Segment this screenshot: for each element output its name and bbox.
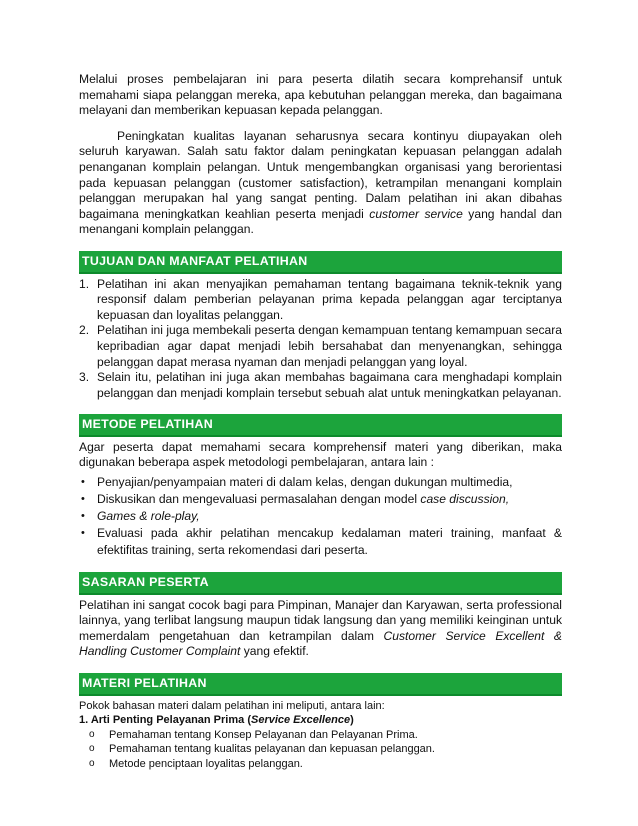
bullet-icon: • bbox=[81, 527, 85, 540]
list-item bbox=[79, 757, 562, 772]
list-item bbox=[79, 728, 562, 743]
list-item bbox=[79, 370, 562, 401]
list-item bbox=[79, 508, 562, 525]
materi-subtitle-prefix: 1. Arti Penting Pelayanan Prima ( bbox=[79, 714, 251, 727]
intro-p2-emphasis: customer service bbox=[369, 206, 463, 221]
bullet-icon: • bbox=[81, 476, 85, 489]
intro-p2-tail: yang handal dan menangani komplain pelanggan. bbox=[79, 206, 562, 237]
section-heading-materi: MATERI PELATIHAN bbox=[79, 673, 562, 696]
section-heading-metode: METODE PELATIHAN bbox=[79, 414, 562, 437]
list-text: Pemahaman tentang Konsep Pelayanan dan Pelayanan Prima. bbox=[109, 728, 418, 741]
metode-intro: Agar peserta dapat memahami secara komprehensif materi yang diberikan, maka digunakan beberapa aspek metodologi pembelajaran, antara lain : bbox=[79, 439, 562, 470]
list-text: Penyajian/penyampaian materi di dalam kelas, dengan dukungan multimedia, bbox=[97, 475, 513, 490]
materi-body bbox=[79, 699, 562, 772]
bullet-icon: • bbox=[81, 510, 85, 523]
list-text: Pelatihan ini akan menyajikan pemahaman tentang bagaimana teknik-teknik yang responsif dalam pemberian pelayanan prima kepada pelanggan agar terciptanya kepuasan dan loyalitas pelanggan. bbox=[97, 276, 562, 322]
list-emphasis: case discussion, bbox=[420, 492, 510, 507]
circle-bullet-icon: o bbox=[89, 728, 95, 740]
list-item bbox=[79, 525, 562, 559]
list-text: Pelatihan ini juga membekali peserta dengan kemampuan tentang kemampuan secara kepribadian agar dapat menjadi lebih bersahabat dan menyenangkan, sehingga pelanggan dapat merasa nyaman dan menjadi pelanggan yang loyal. bbox=[97, 323, 562, 369]
sasaran-paragraph bbox=[79, 598, 562, 660]
materi-list bbox=[79, 728, 562, 772]
metode-list bbox=[79, 474, 562, 559]
list-number: 2. bbox=[79, 323, 90, 338]
list-emphasis: Games & role-play, bbox=[97, 509, 200, 524]
list-number: 3. bbox=[79, 370, 90, 385]
materi-subtitle-emphasis: Service Excellence bbox=[250, 714, 351, 727]
sasaran-emphasis: Customer Service Excellent & Handling Customer Complaint bbox=[79, 628, 562, 659]
tujuan-list bbox=[79, 277, 562, 402]
list-text: Selain itu, pelatihan ini juga akan membahas bagaimana cara menghadapi komplain pelanggan dan menjadi komplain tersebut sebuah alat untuk meningkatkan pelayanan. bbox=[97, 370, 562, 400]
sasaran-text: Pelatihan ini sangat cocok bagi para Pimpinan, Manajer dan Karyawan, serta professional lainnya, yang terlibat langsung maupun tidak langsung dan yang memiliki keinginan untuk memerdalam pengetahuan dan ketrampilan dalam bbox=[79, 597, 562, 643]
list-item bbox=[79, 474, 562, 491]
list-text: Evaluasi pada akhir pelatihan mencakup kedalaman materi training, manfaat & efektifitas training, serta rekomendasi dari peserta. bbox=[97, 526, 562, 558]
materi-intro: Pokok bahasan materi dalam pelatihan ini meliputi, antara lain: bbox=[79, 699, 385, 712]
list-number: 1. bbox=[79, 276, 90, 291]
intro-p2-text: Peningkatan kualitas layanan seharusnya secara kontinyu diupayakan oleh seluruh karyawan. Salah satu faktor dalam peningkatan kepuasan pelanggan adalah penanganan komplain pelangan. Untuk mengembangkan organisasi yang berorientasi pada kepuasan pelanggan (customer satisfaction), ketrampilan menangani komplain pelanggan merupakan hal yang sangat penting. Dalam pelatihan ini akan dibahas bagaimana meningkatkan keahlian peserta menjadi bbox=[79, 128, 562, 221]
list-item bbox=[79, 491, 562, 508]
section-heading-tujuan: TUJUAN DAN MANFAAT PELATIHAN bbox=[79, 251, 562, 274]
list-item bbox=[79, 277, 562, 324]
materi-subtitle-suffix: ) bbox=[350, 714, 354, 727]
document-page bbox=[79, 72, 562, 772]
list-text: Metode penciptaan loyalitas pelanggan. bbox=[109, 758, 303, 770]
sasaran-tail: yang efektif. bbox=[243, 644, 309, 659]
circle-bullet-icon: o bbox=[89, 758, 95, 769]
intro-paragraph-1: Melalui proses pembelajaran ini para peserta dilatih secara komprehansif untuk memahami siapa pelanggan mereka, apa kebutuhan pelanggan mereka, dan bagaimana melayani dan memberikan kepuasan kepada pelanggan. bbox=[79, 72, 562, 118]
materi-subtitle bbox=[79, 713, 562, 728]
list-item bbox=[79, 323, 562, 370]
section-heading-sasaran: SASARAN PESERTA bbox=[79, 572, 562, 595]
list-text: Diskusikan dan mengevaluasi permasalahan dengan model bbox=[97, 492, 418, 507]
bullet-icon: • bbox=[81, 493, 85, 506]
list-item bbox=[79, 742, 562, 757]
intro-paragraph-2 bbox=[79, 129, 562, 238]
circle-bullet-icon: o bbox=[89, 743, 95, 755]
list-text: Pemahaman tentang kualitas pelayanan dan kepuasan pelanggan. bbox=[109, 743, 435, 756]
